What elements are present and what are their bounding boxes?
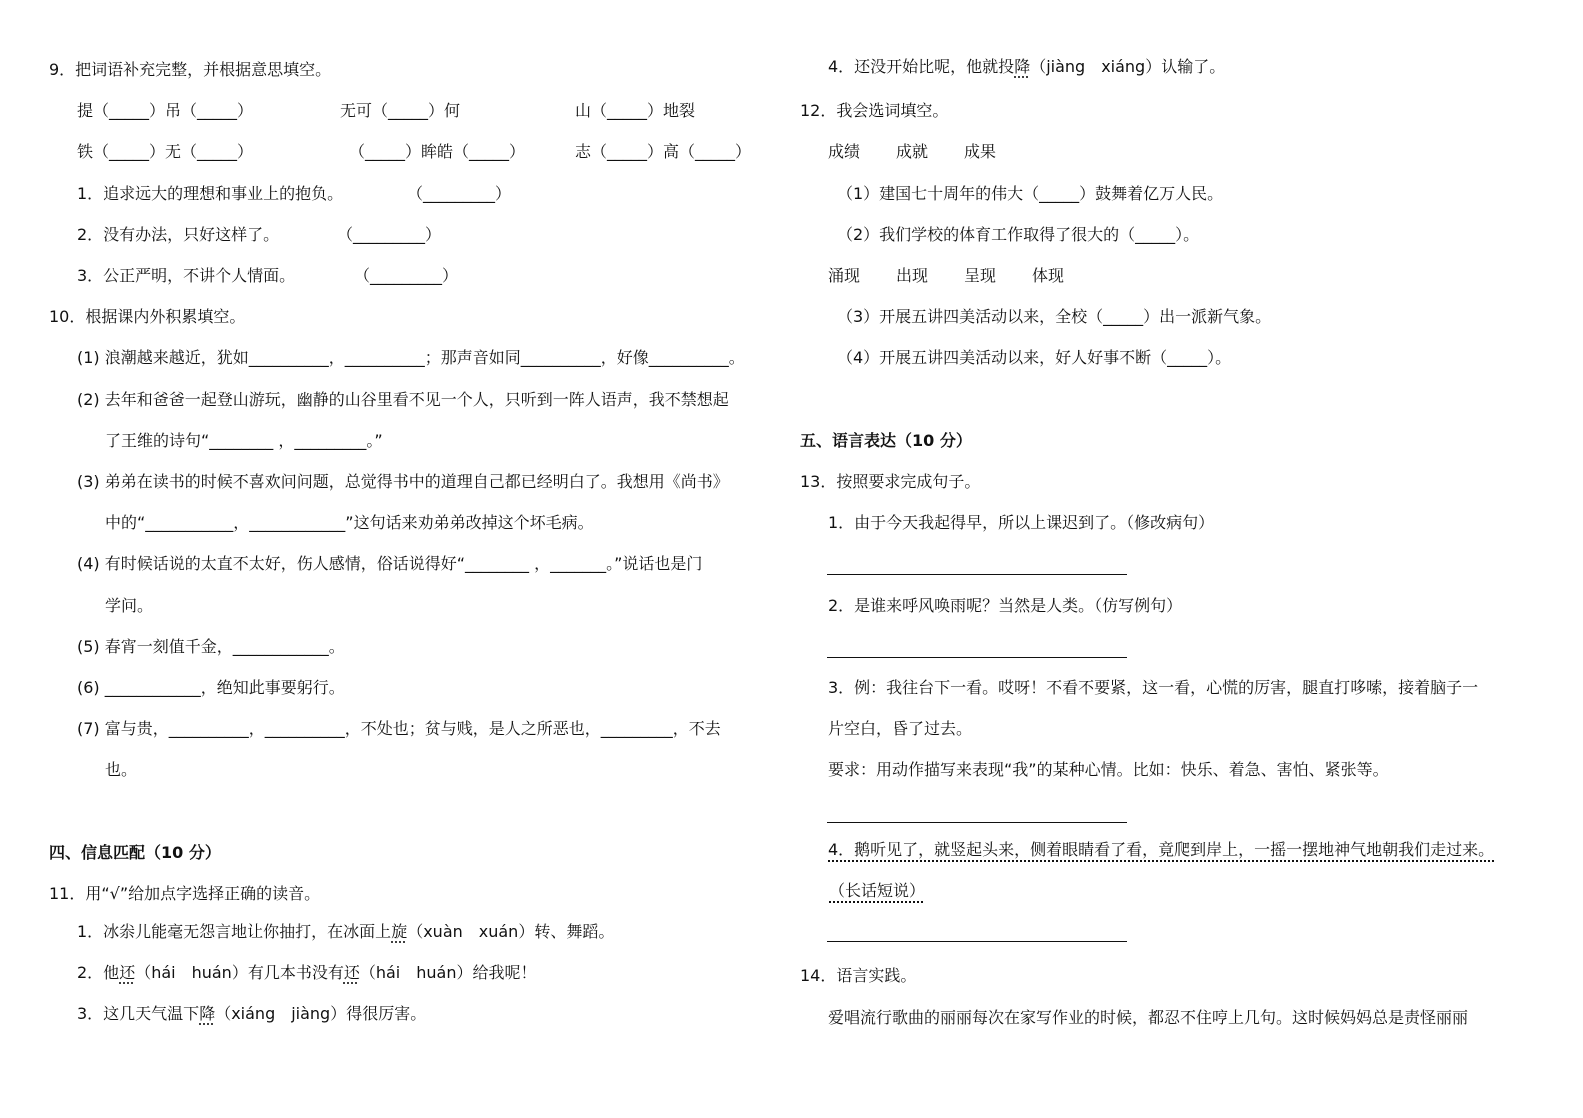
dotted-char: 降: [1014, 57, 1031, 76]
word-option: 成就: [896, 142, 929, 161]
q9-idiom-4: 铁（_____）无（_____）: [77, 142, 254, 161]
word-option: 出现: [896, 266, 929, 285]
q11-item-1: 1．冰尜儿能毫无怨言地让你抽打，在冰面上旋（xuàn xuán）转、舞蹈。: [77, 922, 615, 941]
q12-item-4: （4）开展五讲四美活动以来，好人好事不断（_____）。: [837, 348, 1232, 367]
question-14-title: 14．语言实践。: [800, 966, 917, 985]
q13-item-2: 2．是谁来呼风唤雨呢？当然是人类。（仿写例句）: [828, 596, 1183, 615]
dotted-char: 旋: [391, 922, 408, 941]
dotted-char: 降: [199, 1004, 216, 1023]
q12-item-3: （3）开展五讲四美活动以来，全校（_____）出一派新气象。: [837, 307, 1272, 326]
q10-item-7-line2: 也。: [105, 760, 138, 779]
q9-idiom-2: 无可（_____）何: [340, 101, 461, 120]
word-option: 体现: [1032, 266, 1065, 285]
q10-item-3-line2: 中的“___________，____________”这句话来劝弟弟改掉这个坏毛病。: [105, 513, 594, 532]
q9-item-2: 2．没有办法，只好这样了。 （_________）: [77, 225, 442, 244]
question-13-title: 13．按照要求完成句子。: [800, 472, 981, 491]
q9-idiom-5: （_____）眸皓（_____）: [349, 142, 526, 161]
q13-item-3-line1: 3．例：我往台下一看。哎呀！不看不要紧，这一看，心慌的厉害，腿直打哆嗦，接着脑子一: [828, 678, 1479, 697]
word-option: 成绩: [828, 142, 861, 161]
q11-item-4: 4．还没开始比呢，他就投降（jiàng xiáng）认输了。: [828, 57, 1226, 76]
question-10-title: 10．根据课内外积累填空。: [49, 307, 246, 326]
q10-item-6: (6) ____________，绝知此事要躬行。: [77, 678, 345, 697]
word-option: 成果: [964, 142, 997, 161]
q13-item-2-answer-line[interactable]: [827, 656, 1127, 658]
q9-item-1-blank[interactable]: （_________）: [407, 184, 512, 203]
q13-item-4-answer-line[interactable]: [827, 940, 1127, 942]
q10-item-4-line2: 学问。: [105, 596, 154, 615]
section-5-heading: 五、语言表达（10 分）: [800, 431, 972, 450]
q9-item-3: 3．公正严明，不讲个人情面。 （_________）: [77, 266, 459, 285]
q10-item-2-line1: (2) 去年和爸爸一起登山游玩，幽静的山谷里看不见一个人，只听到一阵人语声，我不禁想起: [77, 390, 729, 409]
q13-item-3-requirement: 要求：用动作描写来表现“我”的某种心情。比如：快乐、着急、害怕、紧张等。: [828, 760, 1389, 779]
question-9-title: 9．把词语补充完整，并根据意思填空。: [49, 60, 332, 79]
q9-idiom-1: 提（_____）吊（_____）: [77, 101, 254, 120]
word-option: 呈现: [964, 266, 997, 285]
q10-item-3-line1: (3) 弟弟在读书的时候不喜欢问问题，总觉得书中的道理自己都已经明白了。我想用《尚书》: [77, 472, 729, 491]
q10-item-1: (1) 浪潮越来越近，犹如__________，__________；那声音如同__________，好像__________。: [77, 348, 745, 367]
q13-item-3-answer-line[interactable]: [827, 821, 1127, 823]
q10-item-7-line1: (7) 富与贵，__________，__________，不处也；贫与贱，是人之所恶也，_________，不去: [77, 719, 721, 738]
q12-item-2: （2）我们学校的体育工作取得了很大的（_____）。: [837, 225, 1200, 244]
q13-item-4-line2: （长话短说）: [829, 881, 926, 900]
q12-item-1: （1）建国七十周年的伟大（_____）鼓舞着亿万人民。: [837, 184, 1224, 203]
q9-idiom-6: 志（_____）高（_____）: [575, 142, 752, 161]
q13-item-4-line1: 4．鹅听见了，就竖起头来，侧着眼睛看了看，竟爬到岸上，一摇一摆地神气地朝我们走过来。: [828, 840, 1495, 859]
question-11-title: 11．用“√”给加点字选择正确的读音。: [49, 884, 321, 903]
question-12-title: 12．我会选词填空。: [800, 101, 949, 120]
q13-item-1-answer-line[interactable]: [827, 573, 1127, 575]
q10-item-2-line2: 了王维的诗句“________ ，_________。”: [105, 431, 383, 450]
q13-item-1: 1．由于今天我起得早，所以上课迟到了。（修改病句）: [828, 513, 1215, 532]
q11-item-3: 3．这几天气温下降（xiáng jiàng）得很厉害。: [77, 1004, 427, 1023]
dotted-char: 还: [343, 963, 360, 982]
q9-item-3-blank[interactable]: （_________）: [354, 266, 459, 285]
q9-idiom-3: 山（_____）地裂: [575, 101, 696, 120]
q13-item-3-line2: 片空白，昏了过去。: [828, 719, 973, 738]
section-4-heading: 四、信息匹配（10 分）: [49, 843, 221, 862]
q11-item-2: 2．他还（hái huán）有几本书没有还（hái huán）给我呢！: [77, 963, 537, 982]
q14-text: 爱唱流行歌曲的丽丽每次在家写作业的时候，都忍不住哼上几句。这时候妈妈总是责怪丽丽: [828, 1008, 1469, 1027]
q9-item-2-blank[interactable]: （_________）: [337, 225, 442, 244]
word-option: 涌现: [828, 266, 861, 285]
q9-item-1: 1．追求远大的理想和事业上的抱负。 （_________）: [77, 184, 512, 203]
q10-item-4-line1: (4) 有时候话说的太直不太好，伤人感情，俗话说得好“________ ，_______。”说话也是门: [77, 554, 703, 573]
q10-item-5: (5) 春宵一刻值千金，____________。: [77, 637, 345, 656]
dotted-char: 还: [119, 963, 136, 982]
